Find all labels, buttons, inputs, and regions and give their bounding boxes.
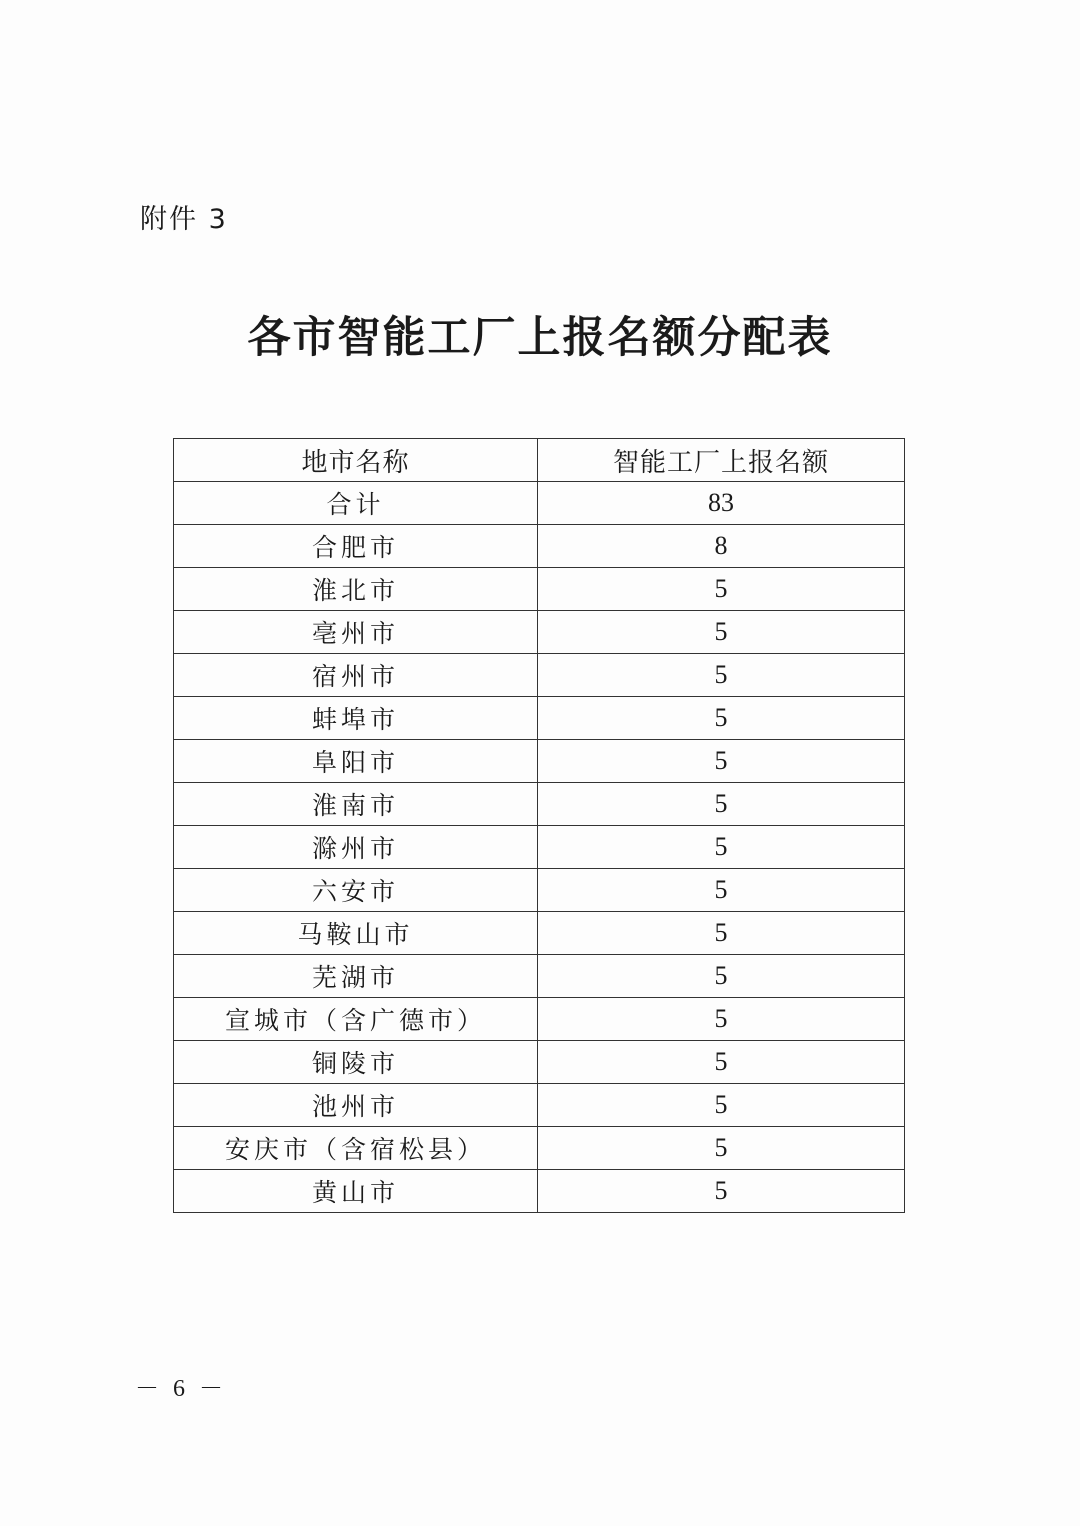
quota-cell: 5 [538, 1127, 905, 1170]
quota-cell: 5 [538, 912, 905, 955]
quota-cell: 5 [538, 654, 905, 697]
table-row [174, 1127, 905, 1170]
quota-cell: 5 [538, 611, 905, 654]
page-title: 各市智能工厂上报名额分配表 [247, 313, 833, 363]
column-header-city: 地市名称 [174, 439, 538, 482]
table-row [174, 1170, 905, 1213]
city-cell: 六安市 [174, 869, 538, 912]
table-row [174, 568, 905, 611]
city-cell: 合肥市 [174, 525, 538, 568]
table-row [174, 611, 905, 654]
city-cell: 蚌埠市 [174, 697, 538, 740]
city-cell: 芜湖市 [174, 955, 538, 998]
table-row [174, 826, 905, 869]
quota-cell: 5 [538, 783, 905, 826]
quota-cell: 5 [538, 869, 905, 912]
quota-cell: 5 [538, 740, 905, 783]
table-row [174, 1084, 905, 1127]
table-row [174, 740, 905, 783]
table-row [174, 654, 905, 697]
column-header-quota: 智能工厂上报名额 [538, 439, 905, 482]
attachment-label: 附件 3 [140, 204, 228, 235]
page-number: － 6 － [135, 1376, 227, 1402]
quota-cell: 5 [538, 998, 905, 1041]
table-row [174, 912, 905, 955]
table-row [174, 955, 905, 998]
table-row [174, 998, 905, 1041]
city-cell: 铜陵市 [174, 1041, 538, 1084]
quota-cell: 5 [538, 1170, 905, 1213]
city-cell: 黄山市 [174, 1170, 538, 1213]
city-cell: 宣城市（含广德市） [174, 998, 538, 1041]
quota-cell: 5 [538, 568, 905, 611]
table-row [174, 1041, 905, 1084]
city-cell: 合计 [174, 482, 538, 525]
city-cell: 阜阳市 [174, 740, 538, 783]
table-row [174, 783, 905, 826]
city-cell: 安庆市（含宿松县） [174, 1127, 538, 1170]
city-cell: 滁州市 [174, 826, 538, 869]
quota-cell: 83 [538, 482, 905, 525]
city-cell: 马鞍山市 [174, 912, 538, 955]
quota-cell: 5 [538, 955, 905, 998]
quota-table [173, 438, 905, 1213]
table-row [174, 697, 905, 740]
city-cell: 淮南市 [174, 783, 538, 826]
quota-cell: 8 [538, 525, 905, 568]
city-cell: 宿州市 [174, 654, 538, 697]
city-cell: 池州市 [174, 1084, 538, 1127]
table-header-row [174, 439, 905, 482]
table-row [174, 869, 905, 912]
table-row [174, 525, 905, 568]
quota-cell: 5 [538, 697, 905, 740]
table-row-total [174, 482, 905, 525]
quota-cell: 5 [538, 826, 905, 869]
city-cell: 亳州市 [174, 611, 538, 654]
city-cell: 淮北市 [174, 568, 538, 611]
quota-cell: 5 [538, 1084, 905, 1127]
quota-cell: 5 [538, 1041, 905, 1084]
